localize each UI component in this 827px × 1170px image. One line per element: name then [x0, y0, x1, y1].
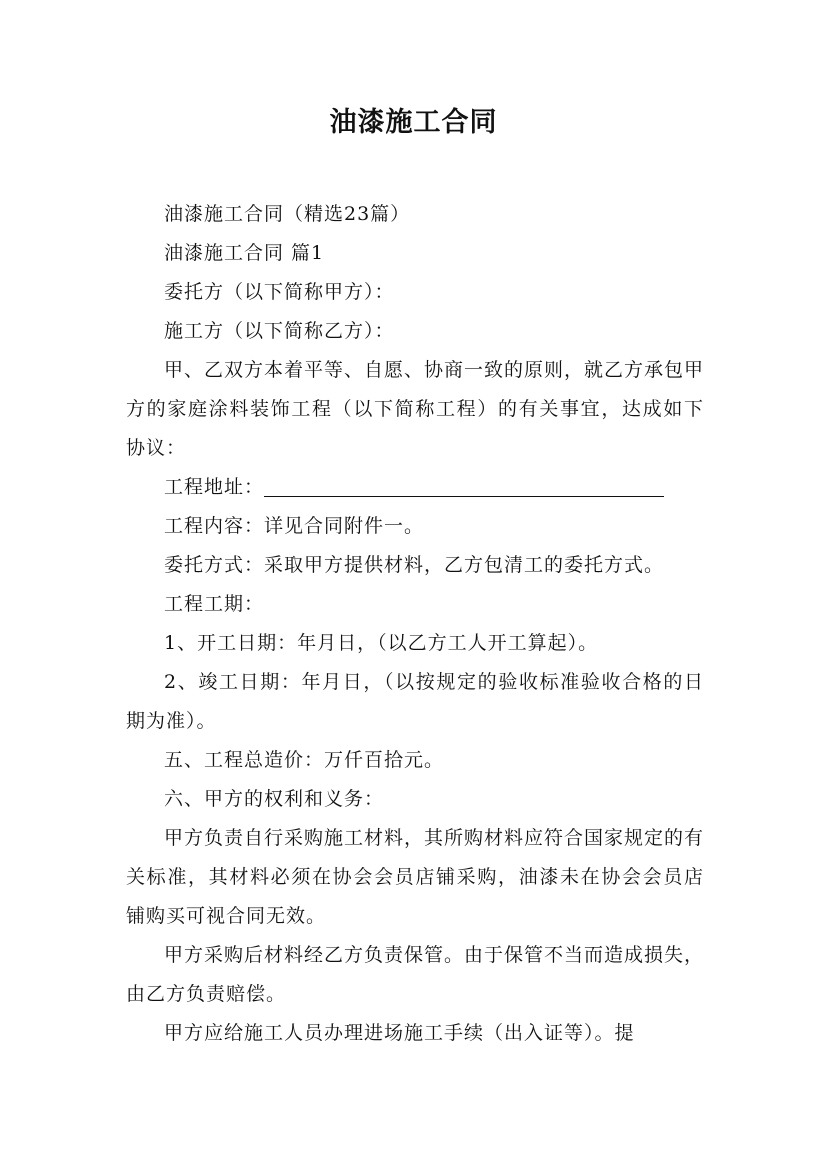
- project-address-blank: [264, 474, 664, 497]
- paragraph-section-heading: 油漆施工合同 篇1: [164, 242, 325, 264]
- paragraph-start-date: 1、开工日期：年月日，（以乙方工人开工算起）。: [164, 632, 599, 654]
- paragraph-material-custody: 甲方采购后材料经乙方负责保管。由于保管不当而造成损失，由乙方负责赔偿。: [126, 944, 705, 1005]
- paragraph-completion-date: 2、竣工日期：年月日，（以按规定的验收标准验收合格的日期为准）。: [126, 671, 704, 732]
- paragraph-entry-procedures: 甲方应给施工人员办理进场施工手续（出入证等）。提: [164, 1022, 635, 1044]
- paragraph-client: 委托方（以下简称甲方）：: [164, 281, 395, 303]
- paragraph-contractor: 施工方（以下简称乙方）：: [164, 320, 395, 342]
- paragraph-total-cost: 五、工程总造价：万仟百拾元。: [164, 749, 445, 771]
- paragraph-agreement-intro: 甲、乙双方本着平等、自愿、协商一致的原则，就乙方承包甲方的家庭涂料装饰工程（以下简称工程）的有关事宜，达成如下协议：: [126, 359, 705, 459]
- paragraph-project-address: [126, 468, 704, 507]
- paragraph-commission-method: 委托方式：采取甲方提供材料，乙方包清工的委托方式。: [164, 554, 665, 576]
- paragraph-subtitle: 油漆施工合同（精选23篇）: [164, 203, 411, 225]
- paragraph-project-period: 工程工期：: [164, 593, 265, 615]
- paragraph-party-a-rights: 六、甲方的权利和义务：: [164, 788, 385, 810]
- document-title: 油漆施工合同: [329, 107, 498, 138]
- project-address-label: 工程地址：: [164, 476, 265, 498]
- paragraph-project-content: 工程内容：详见合同附件一。: [164, 515, 425, 537]
- paragraph-material-purchase: 甲方负责自行采购施工材料，其所购材料应符合国家规定的有关标准，其材料必须在协会会员店铺采购，油漆未在协会会员店铺购买可视合同无效。: [126, 827, 705, 927]
- document-body: [126, 195, 704, 1053]
